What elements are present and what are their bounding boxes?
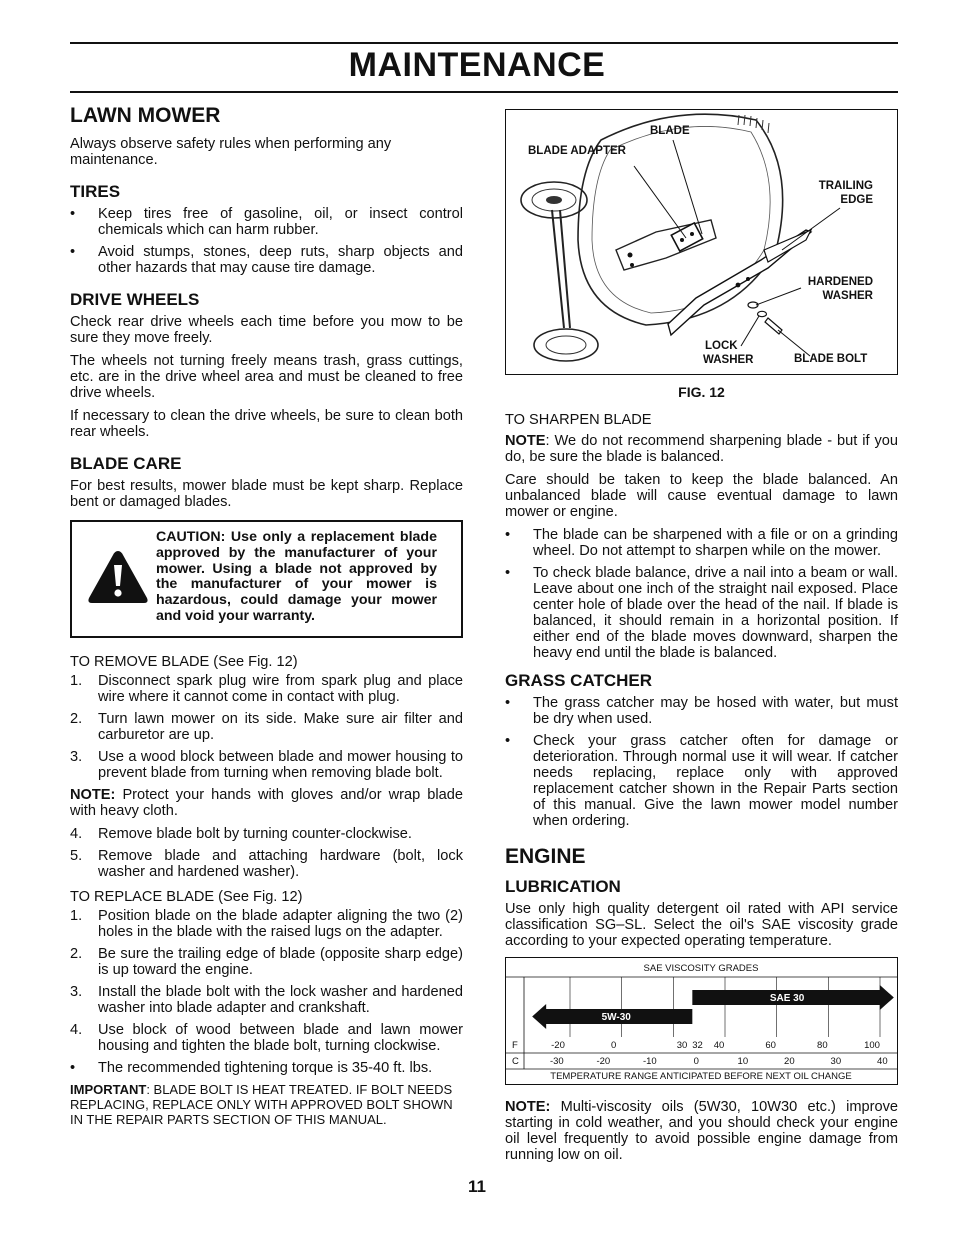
c-tick-label: 20 xyxy=(784,1056,795,1067)
tires-heading: TIRES xyxy=(70,182,121,201)
figure-12 xyxy=(505,109,898,375)
c-tick-label: 40 xyxy=(877,1056,888,1067)
label-blade-adapter: BLADE ADAPTER xyxy=(528,145,626,157)
blade-care-intro: For best results, mower blade must be kept sharp. Replace bent or damaged blades. xyxy=(70,478,463,510)
c-tick-label: -30 xyxy=(549,1056,564,1067)
c-scale-label: C xyxy=(512,1056,519,1067)
list-item: 1. Disconnect spark plug wire from spark plug and place wire where it cannot come in contact with plug. xyxy=(70,673,463,705)
bar-label: SAE 30 xyxy=(769,993,805,1004)
tires-list xyxy=(70,206,463,276)
list-item: 4. Remove blade bolt by turning counter-clockwise. xyxy=(70,826,412,842)
protect-hands-note: NOTE: Protect your hands with gloves and/or wrap blade with heavy cloth. xyxy=(70,787,463,819)
list-item: • To check blade balance, drive a nail into a beam or wall. Leave about one inch of the straight nail exposed. Place center hole of blade over the head of the nail. If blade is balanced, it should remain in a horizontal position. If either end of the blade moves downward, sharpen the heavy end until the blade is balanced. xyxy=(505,565,898,661)
c-tick-label: 0 xyxy=(693,1056,699,1067)
label-edge: EDGE xyxy=(840,194,873,206)
list-item: • The blade can be sharpened with a file or on a grinding wheel. Do not attempt to sharpen while on the mower. xyxy=(505,527,898,559)
remove-blade-heading: TO REMOVE BLADE (See Fig. 12) xyxy=(70,654,298,670)
lubrication-text: Use only high quality detergent oil rated with API service classification SG–SL. Select the oil's SAE viscosity grade according to your expected operating temperature. xyxy=(505,901,898,949)
label-lock-washer: WASHER xyxy=(703,354,754,366)
lubrication-heading: LUBRICATION xyxy=(505,877,621,896)
label-hardened-washer: WASHER xyxy=(822,290,873,302)
list-item: 3. Use a wood block between blade and mower housing to prevent blade from turning when removing blade bolt. xyxy=(70,749,463,781)
f-tick-label: 0 xyxy=(611,1040,617,1051)
label-trailing: TRAILING xyxy=(818,180,873,192)
title-rule xyxy=(70,91,898,93)
sharpen-list xyxy=(505,527,898,661)
f-tick-label: 80 xyxy=(817,1040,828,1051)
remove-steps-continued xyxy=(70,826,463,880)
page-title: MAINTENANCE xyxy=(348,46,606,84)
label-hardened: HARDENED xyxy=(807,276,873,288)
top-rule xyxy=(70,42,898,44)
remove-steps xyxy=(70,673,463,781)
c-tick-label: -10 xyxy=(642,1056,657,1067)
list-item: 1. Position blade on the blade adapter aligning the two (2) holes in the blade with the raised lugs on the adapter. xyxy=(70,908,463,940)
important-notice: IMPORTANT: BLADE BOLT IS HEAT TREATED. IF BOLT NEEDS REPLACING, REPLACE ONLY WITH APPROVED BOLT SHOWN IN THE REPAIR PARTS SECTION OF THIS MANUAL. xyxy=(70,1082,453,1127)
lawn-mower-heading: LAWN MOWER xyxy=(70,104,221,127)
engine-heading: ENGINE xyxy=(505,845,586,868)
replace-blade-heading: TO REPLACE BLADE (See Fig. 12) xyxy=(70,889,303,905)
f-tick-label: 32 xyxy=(692,1040,703,1051)
viscosity-chart-graphic xyxy=(506,958,897,1084)
sharpen-note: NOTE: We do not recommend sharpening blade - but if you do, be sure the blade is balanced. xyxy=(505,433,898,465)
f-tick-label: -20 xyxy=(551,1040,565,1051)
list-item: 3. Install the blade bolt with the lock washer and hardened washer into blade adapter and crankshaft. xyxy=(70,984,463,1016)
replace-steps xyxy=(70,908,463,1054)
list-item: • Avoid stumps, stones, deep ruts, sharp objects and other hazards that may cause tire damage. xyxy=(70,244,463,276)
right-column xyxy=(505,100,898,1170)
list-item: • The grass catcher may be hosed with water, but must be dry when used. xyxy=(505,695,898,727)
label-blade: BLADE xyxy=(650,125,690,137)
list-item: • Check your grass catcher often for damage or deterioration. Through normal use it will wear. If catcher needs replacing, replace only with approved replacement catcher shown in the Repair Parts section of this manual. Give the lawn mower model number when ordering. xyxy=(505,733,898,829)
page-number: 11 xyxy=(468,1177,486,1196)
drive-wheels-heading: DRIVE WHEELS xyxy=(70,290,200,309)
blade-assembly-diagram xyxy=(506,110,899,376)
warning-icon xyxy=(86,548,150,606)
label-blade-bolt: BLADE BOLT xyxy=(794,353,868,365)
list-item: 4. Use block of wood between blade and lawn mower housing and tighten the blade bolt, turning clockwise. xyxy=(70,1022,463,1054)
f-tick-label: 40 xyxy=(713,1040,725,1051)
chart-title: SAE VISCOSITY GRADES xyxy=(643,963,759,974)
bar-label: 5W-30 xyxy=(601,1012,631,1023)
paragraph: If necessary to clean the drive wheels, be sure to clean both rear wheels. xyxy=(70,408,463,440)
list-item: • Keep tires free of gasoline, oil, or insect control chemicals which can harm rubber. xyxy=(70,206,463,238)
f-tick-label: 100 xyxy=(864,1040,880,1051)
c-tick-label: 30 xyxy=(830,1056,842,1067)
grass-catcher-heading: GRASS CATCHER xyxy=(505,671,653,690)
caution-box xyxy=(70,520,463,638)
viscosity-chart xyxy=(505,957,898,1085)
list-item: • The recommended tightening torque is 35-40 ft. lbs. xyxy=(70,1060,463,1076)
paragraph: The wheels not turning freely means trash, grass cuttings, etc. are in the drive wheel area and must be cleaned to free drive wheels. xyxy=(70,353,463,401)
chart-footer: TEMPERATURE RANGE ANTICIPATED BEFORE NEXT OIL CHANGE xyxy=(550,1071,852,1082)
f-scale-label: F xyxy=(512,1040,518,1051)
figure-caption: FIG. 12 xyxy=(678,384,725,400)
list-item: 5. Remove blade and attaching hardware (bolt, lock washer and hardened washer). xyxy=(70,848,463,880)
lawn-mower-intro: Always observe safety rules when performing any maintenance. xyxy=(70,136,392,168)
c-tick-label: -20 xyxy=(596,1056,611,1067)
left-column xyxy=(70,100,463,1134)
torque-list xyxy=(70,1060,463,1076)
grass-catcher-list xyxy=(505,695,898,829)
c-tick-label: 10 xyxy=(737,1056,749,1067)
sharpen-heading: TO SHARPEN BLADE xyxy=(505,412,652,428)
paragraph: Check rear drive wheels each time before you mow to be sure they move freely. xyxy=(70,314,463,346)
multi-viscosity-note: NOTE: Multi-viscosity oils (5W30, 10W30 etc.) improve starting in cold weather, and you should check your engine oil level frequently to avoid possible engine damage from running low on oil. xyxy=(505,1099,898,1163)
label-lock: LOCK xyxy=(705,340,738,352)
f-tick-label: 60 xyxy=(765,1040,776,1051)
sharpen-paragraph: Care should be taken to keep the blade balanced. An unbalanced blade will cause eventual damage to lawn mower or engine. xyxy=(505,472,898,520)
list-item: 2. Be sure the trailing edge of blade (opposite sharp edge) is up toward the engine. xyxy=(70,946,463,978)
f-tick-label: 30 xyxy=(676,1040,688,1051)
list-item: 2. Turn lawn mower on its side. Make sure air filter and carburetor are up. xyxy=(70,711,463,743)
blade-care-heading: BLADE CARE xyxy=(70,454,182,473)
caution-text: CAUTION: Use only a replacement blade approved by the manufacturer of your mower. Using a blade not approved by the manufacturer of your mower is hazardous, could damage your mower and void your warranty. xyxy=(156,529,437,624)
